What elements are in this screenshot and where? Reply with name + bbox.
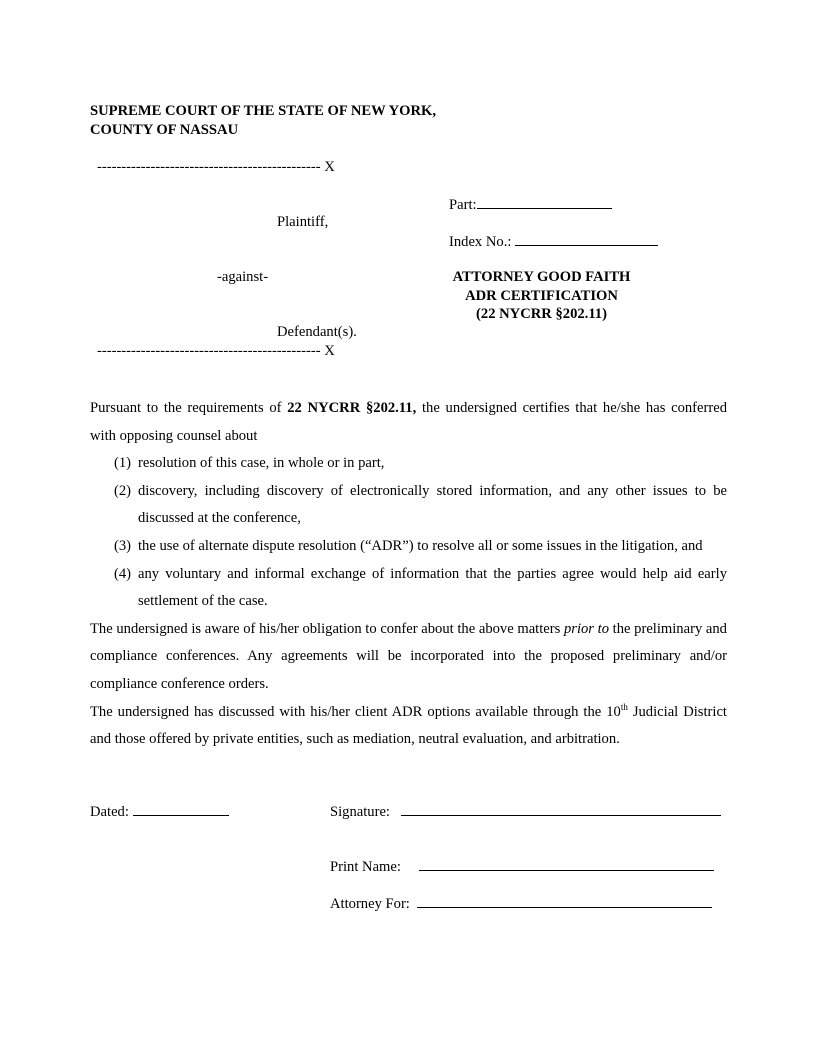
obligation-paragraph: The undersigned is aware of his/her obligation to confer about the above matters prior to the preliminary and compliance conferences. Any agreements will be incorporated into the proposed preliminary and/or compliance conference orders.: [90, 620, 727, 692]
list-item: (1) resolution of this case, in whole or in part,: [114, 455, 385, 472]
caption-separator-top: ---------------------------------------------- X: [97, 159, 335, 175]
doc-title-line2: ADR CERTIFICATION: [465, 288, 618, 304]
defendant-label: Defendant(s).: [277, 324, 357, 340]
adr-options-paragraph: The undersigned has discussed with his/her client ADR options available through the 10th Judicial District and those offered by private entities, such as mediation, neutral evaluation, and arbitration.: [90, 701, 727, 748]
list-item: (2) discovery, including discovery of electronically stored information, and any other issues to be discussed at the conference,: [114, 482, 727, 527]
prior-to-emphasis: prior to: [563, 620, 609, 637]
doc-title-line1: ATTORNEY GOOD FAITH: [452, 269, 631, 285]
dated-label: Dated:: [90, 804, 129, 820]
print-name-label: Print Name:: [330, 859, 401, 875]
plaintiff-label: Plaintiff,: [277, 214, 329, 230]
signature-label: Signature:: [330, 804, 390, 820]
rule-citation: 22 NYCRR §202.11,: [287, 400, 417, 416]
conferral-topics-list: [90, 450, 727, 616]
caption-separator-bottom: ---------------------------------------------- X: [97, 343, 335, 359]
attorney-for-label: Attorney For:: [330, 896, 410, 912]
dated-field: [90, 802, 229, 821]
print-name-field: [330, 857, 714, 876]
attorney-for-blank[interactable]: [417, 894, 712, 908]
signature-field: [330, 802, 721, 821]
list-item: (3) the use of alternate dispute resolution (“ADR”) to resolve all or some issues in the litigation, and: [114, 537, 703, 554]
index-blank[interactable]: [515, 232, 658, 246]
signature-blank[interactable]: [401, 802, 721, 816]
part-blank[interactable]: [477, 195, 612, 209]
index-field: [449, 232, 658, 251]
dated-blank[interactable]: [133, 802, 229, 816]
print-name-blank[interactable]: [419, 857, 714, 871]
county-name: COUNTY OF NASSAU: [90, 122, 239, 138]
court-name: SUPREME COURT OF THE STATE OF NEW YORK,: [90, 103, 437, 119]
intro-paragraph: Pursuant to the requirements of 22 NYCRR §202.11, the undersigned certifies that he/she has conferred with opposing counsel about: [90, 400, 728, 444]
attorney-for-field: [330, 894, 712, 913]
doc-title-line3: (22 NYCRR §202.11): [476, 306, 607, 322]
part-label: Part:: [449, 197, 477, 213]
part-field: [449, 195, 612, 214]
list-item: (4) any voluntary and informal exchange of information that the parties agree would help aid early settlement of the case.: [114, 565, 727, 610]
certification-body: [90, 395, 727, 754]
index-label: Index No.:: [449, 234, 512, 250]
against-label: -against-: [217, 269, 269, 285]
